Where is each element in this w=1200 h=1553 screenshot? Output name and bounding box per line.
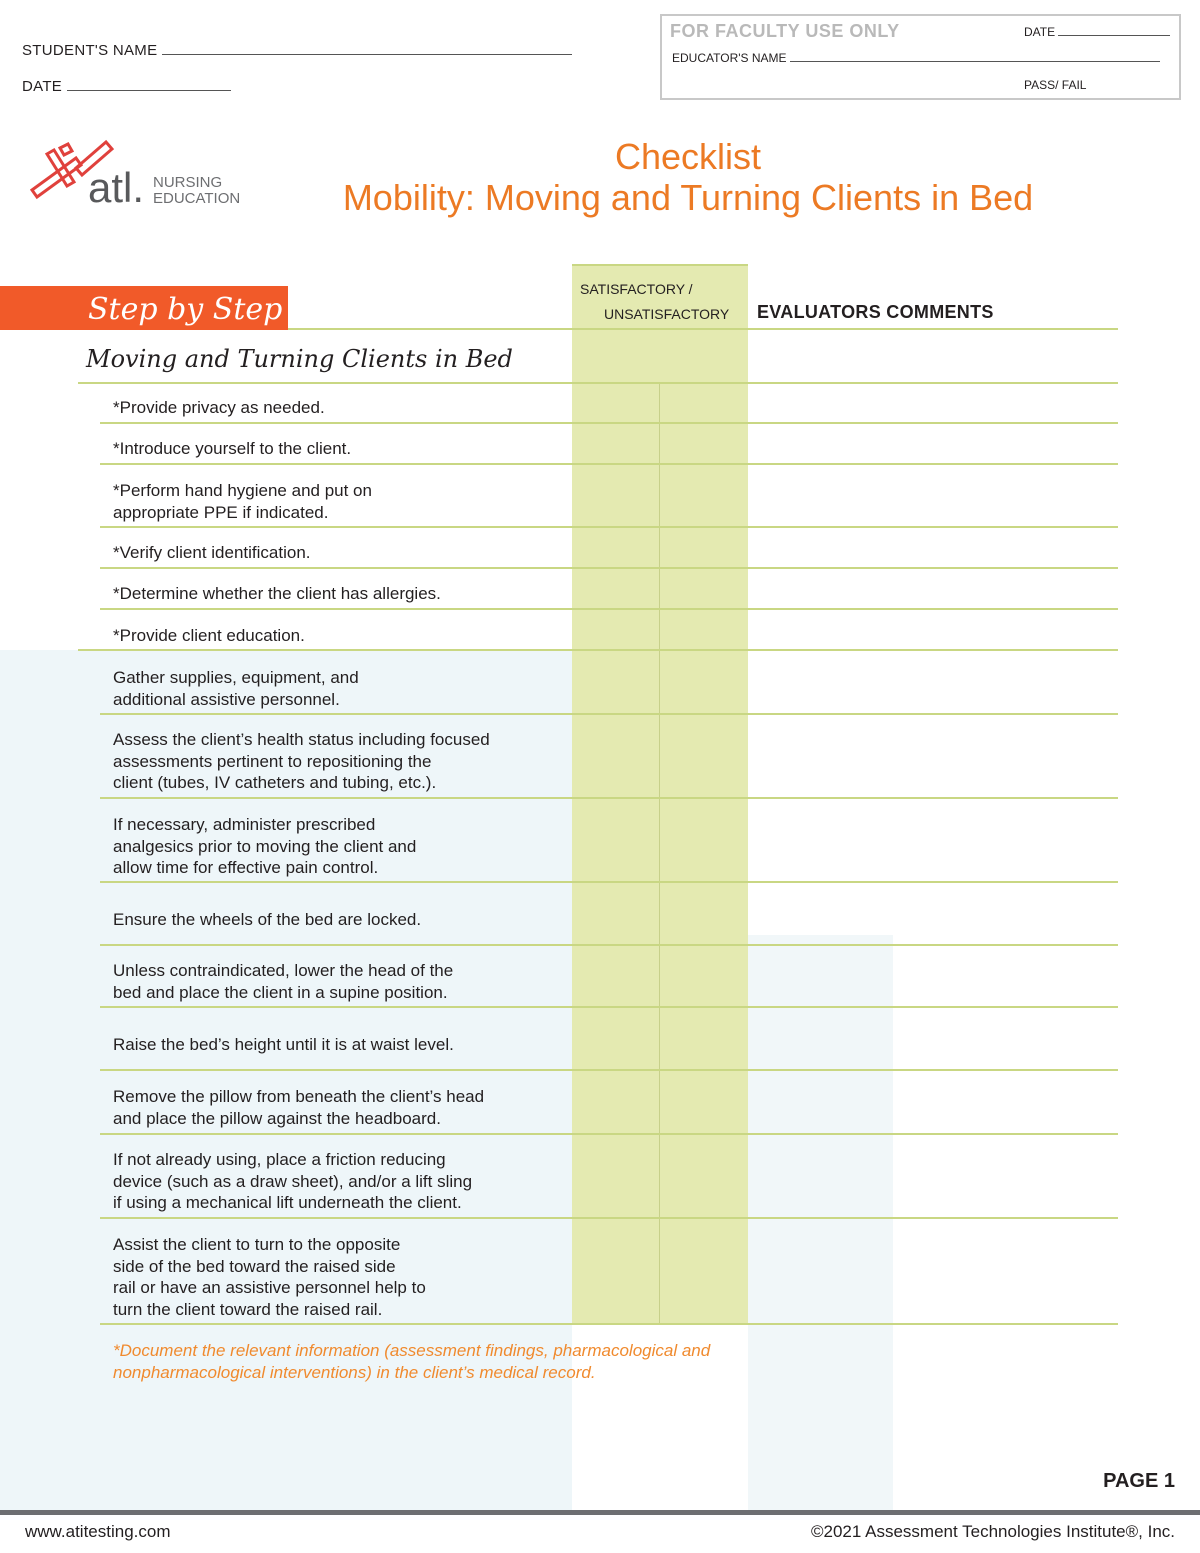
footer-bar [0, 1510, 1200, 1515]
page-title: Checklist [614, 136, 762, 177]
row-rule [100, 526, 1118, 528]
student-date-field[interactable] [22, 76, 231, 96]
step-by-step-label: Step by Step [88, 292, 283, 327]
row-rule [100, 567, 1118, 569]
page-subtitle: Mobility: Moving and Turning Clients in Bed [342, 177, 1034, 218]
student-name-label: STUDENT'S NAME [22, 42, 158, 59]
faculty-title: FOR FACULTY USE ONLY [670, 21, 900, 41]
evaluators-comments-header: EVALUATORS COMMENTS [757, 302, 994, 322]
atl-logo-mark [28, 138, 258, 218]
checklist-row-text: *Provide client education. [113, 626, 305, 645]
row-rule [100, 944, 1118, 946]
column-top-rule [572, 264, 748, 266]
pass-fail-field [1024, 78, 1086, 92]
row-rule [100, 1069, 1118, 1071]
page-number: PAGE 1 [1103, 1470, 1175, 1492]
checklist-row-text: *Verify client identification. [113, 543, 311, 562]
row-rule [100, 422, 1118, 424]
satisfactory-header: SATISFACTORY / [580, 281, 693, 297]
checklist-row-text: *Perform hand hygiene and put on appropriate PPE if indicated. [113, 481, 372, 522]
checklist-row-text: Gather supplies, equipment, and additional assistive personnel. [113, 668, 359, 709]
checklist-row-text: Assist the client to turn to the opposite side of the bed toward the raised side rail or have an assistive personnel help to turn the client toward the raised rail. [113, 1235, 426, 1319]
student-name-field[interactable] [22, 40, 572, 60]
educator-name-label: EDUCATOR'S NAME [672, 51, 787, 65]
row-rule [100, 463, 1118, 465]
atl-logo-brand: atl. [88, 164, 145, 211]
background-panel [748, 935, 893, 1510]
atl-logo-line2: EDUCATION [153, 190, 241, 207]
checklist-row-text: Ensure the wheels of the bed are locked. [113, 910, 422, 929]
checklist-row-text: *Introduce yourself to the client. [113, 439, 352, 458]
atl-logo-line1: NURSING [153, 174, 223, 191]
checklist-row-text: If necessary, administer prescribed analgesics prior to moving the client and allow time for effective pain control. [113, 815, 417, 877]
checklist-row-text: Unless contraindicated, lower the head of the bed and place the client in a supine position. [113, 961, 454, 1002]
checklist-row-text: If not already using, place a friction reducing device (such as a draw sheet), and/or a lift sling if using a mechanical lift underneath the client. [113, 1150, 473, 1212]
footer-copyright: ©2021 Assessment Technologies Institute®, Inc. [811, 1522, 1175, 1541]
faculty-box [660, 14, 1181, 100]
checklist-row-text: Raise the bed’s height until it is at waist level. [113, 1035, 454, 1054]
row-rule [100, 881, 1118, 883]
checklist-row-text: Remove the pillow from beneath the client’s head and place the pillow against the headboard. [113, 1087, 485, 1128]
footnote: *Document the relevant information (assessment findings, pharmacological and nonpharmacological interventions) in the client’s medical record. [113, 1341, 711, 1382]
educator-name-line[interactable] [790, 50, 1160, 62]
row-rule [100, 713, 1118, 715]
header-rule [288, 328, 1118, 330]
educator-name-field[interactable] [672, 50, 1160, 65]
atl-logo [28, 138, 258, 218]
faculty-date-line[interactable] [1058, 24, 1170, 36]
student-date-line[interactable] [67, 76, 231, 91]
footer-url[interactable]: www.atitesting.com [25, 1522, 171, 1541]
pass-fail-label: PASS/ FAIL [1024, 78, 1087, 92]
faculty-date-field[interactable] [1024, 24, 1170, 39]
checklist-row-text: *Determine whether the client has allergies. [113, 584, 441, 603]
row-rule [78, 649, 1118, 651]
row-rule [100, 608, 1118, 610]
row-rule [100, 1133, 1118, 1135]
column-divider [659, 382, 660, 1324]
faculty-date-label: DATE [1024, 25, 1056, 39]
checklist-row-text: *Provide privacy as needed. [113, 398, 325, 417]
student-date-label: DATE [22, 78, 63, 95]
unsatisfactory-header: UNSATISFACTORY [604, 306, 730, 322]
row-rule [100, 1217, 1118, 1219]
student-name-line[interactable] [162, 40, 572, 55]
checklist-row-text: Assess the client’s health status including focused assessments pertinent to repositioning the client (tubes, IV catheters and tubing, etc.). [113, 730, 490, 792]
row-rule [100, 1323, 1118, 1325]
row-rule [100, 1006, 1118, 1008]
row-rule [100, 797, 1118, 799]
section-rule [78, 382, 1118, 384]
section-title: Moving and Turning Clients in Bed [86, 345, 513, 373]
